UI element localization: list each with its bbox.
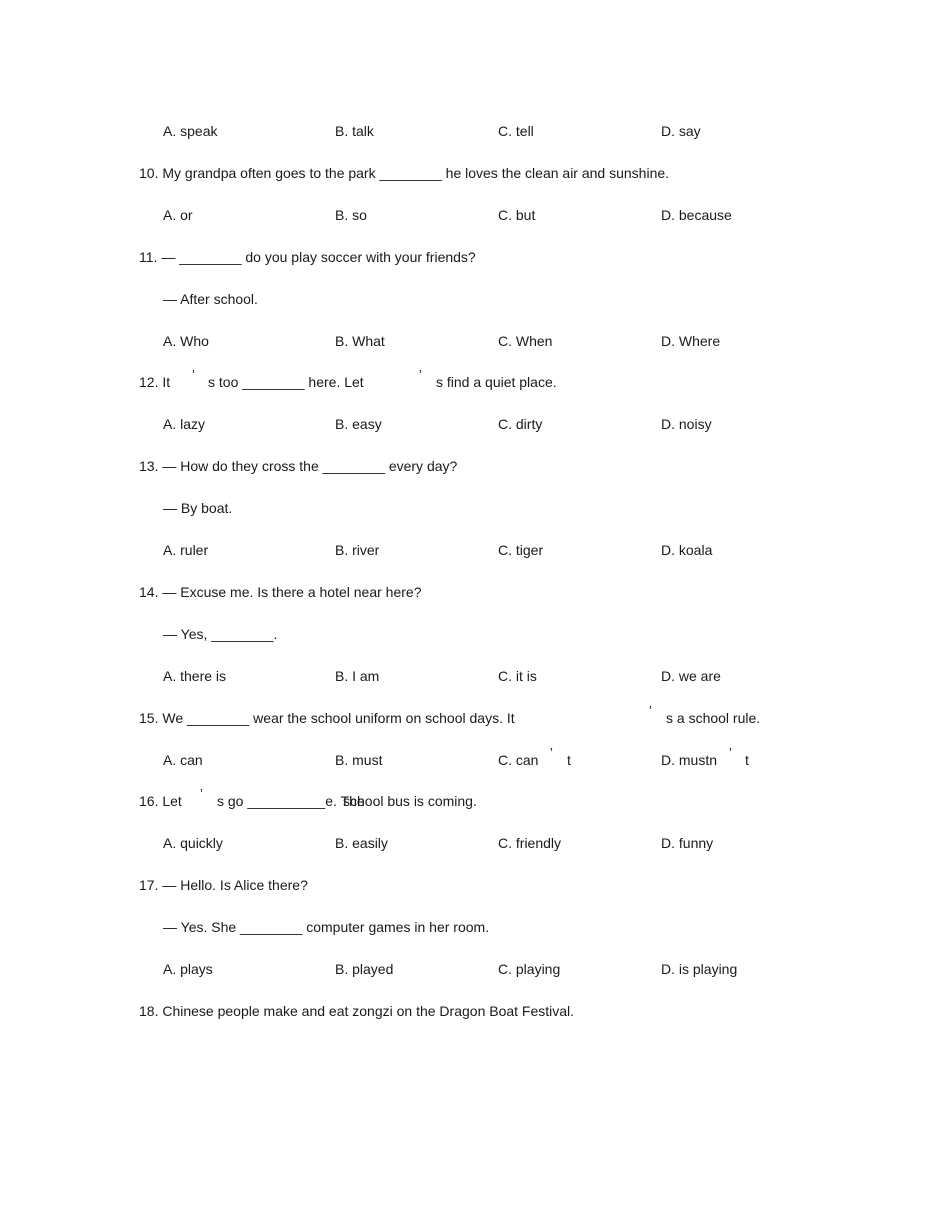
apostrophe: ’: [649, 703, 652, 718]
option-b: B. so: [335, 207, 367, 223]
dialogue-reply: — After school.: [163, 291, 258, 307]
question-stem-part3: s find a quiet place.: [436, 374, 557, 390]
option-d: D. koala: [661, 542, 713, 558]
dialogue-reply: — Yes. She ________ computer games in her room.: [163, 919, 490, 935]
option-c: C. playing: [498, 961, 561, 977]
apostrophe: ’: [192, 367, 195, 382]
option-a: A. lazy: [163, 416, 206, 432]
question-stem: 14. — Excuse me. Is there a hotel near here?: [139, 584, 422, 600]
option-d: D. is playing: [661, 961, 738, 977]
question-stem: 11. — ________ do you play soccer with your friends?: [139, 249, 476, 265]
option-d: D. Where: [661, 333, 721, 349]
apostrophe: ’: [729, 745, 732, 760]
option-d: D. noisy: [661, 416, 712, 432]
option-d: D. funny: [661, 835, 714, 851]
question-stem: 13. — How do they cross the ________ every day?: [139, 458, 458, 474]
option-a: A. speak: [163, 123, 218, 139]
option-a: A. Who: [163, 333, 209, 349]
question-stem-part2: s a school rule.: [666, 710, 761, 726]
question-stem-part1: 16. Let: [139, 793, 182, 809]
question-stem-part2: s too ________ here. Let: [208, 374, 364, 390]
option-c-suffix: t: [567, 752, 571, 768]
option-b: B. easily: [335, 835, 388, 851]
option-a: A. can: [163, 752, 203, 768]
question-stem-part1: 12. It: [139, 374, 171, 390]
question-stem-part2: s go __________e. The: [217, 793, 365, 809]
option-b: B. must: [335, 752, 383, 768]
option-a: A. or: [163, 207, 193, 223]
option-a: A. ruler: [163, 542, 209, 558]
apostrophe: ’: [550, 745, 553, 760]
option-a: A. there is: [163, 668, 227, 684]
option-c: C. it is: [498, 668, 537, 684]
question-stem: 17. — Hello. Is Alice there?: [139, 877, 308, 893]
option-d: D. because: [661, 207, 732, 223]
apostrophe: ’: [419, 367, 422, 382]
option-c: C. tiger: [498, 542, 544, 558]
option-d: D. say: [661, 123, 701, 139]
option-c: C. but: [498, 207, 536, 223]
option-b: B. I am: [335, 668, 380, 684]
question-stem-part1: 15. We ________ wear the school uniform on school days. It: [139, 710, 515, 726]
apostrophe: ’: [200, 786, 203, 801]
option-c: C. tell: [498, 123, 534, 139]
option-b: B. talk: [335, 123, 374, 139]
dialogue-reply: — By boat.: [163, 500, 233, 516]
question-stem-part3: school bus is coming.: [343, 793, 477, 809]
option-d: D. mustn: [661, 752, 718, 768]
option-d-suffix: t: [745, 752, 749, 768]
option-b: B. river: [335, 542, 380, 558]
dialogue-reply: — Yes, ________.: [163, 626, 278, 642]
option-c: C. When: [498, 333, 553, 349]
option-a: A. quickly: [163, 835, 223, 851]
option-c: C. dirty: [498, 416, 543, 432]
question-stem: 10. My grandpa often goes to the park ________ he loves the clean air and sunshine.: [139, 165, 670, 181]
option-b: B. easy: [335, 416, 382, 432]
option-b: B. played: [335, 961, 394, 977]
option-a: A. plays: [163, 961, 213, 977]
question-stem: 18. Chinese people make and eat zongzi on the Dragon Boat Festival.: [139, 1003, 575, 1019]
option-c: C. friendly: [498, 835, 562, 851]
option-c: C. can: [498, 752, 539, 768]
option-b: B. What: [335, 333, 385, 349]
option-d: D. we are: [661, 668, 721, 684]
